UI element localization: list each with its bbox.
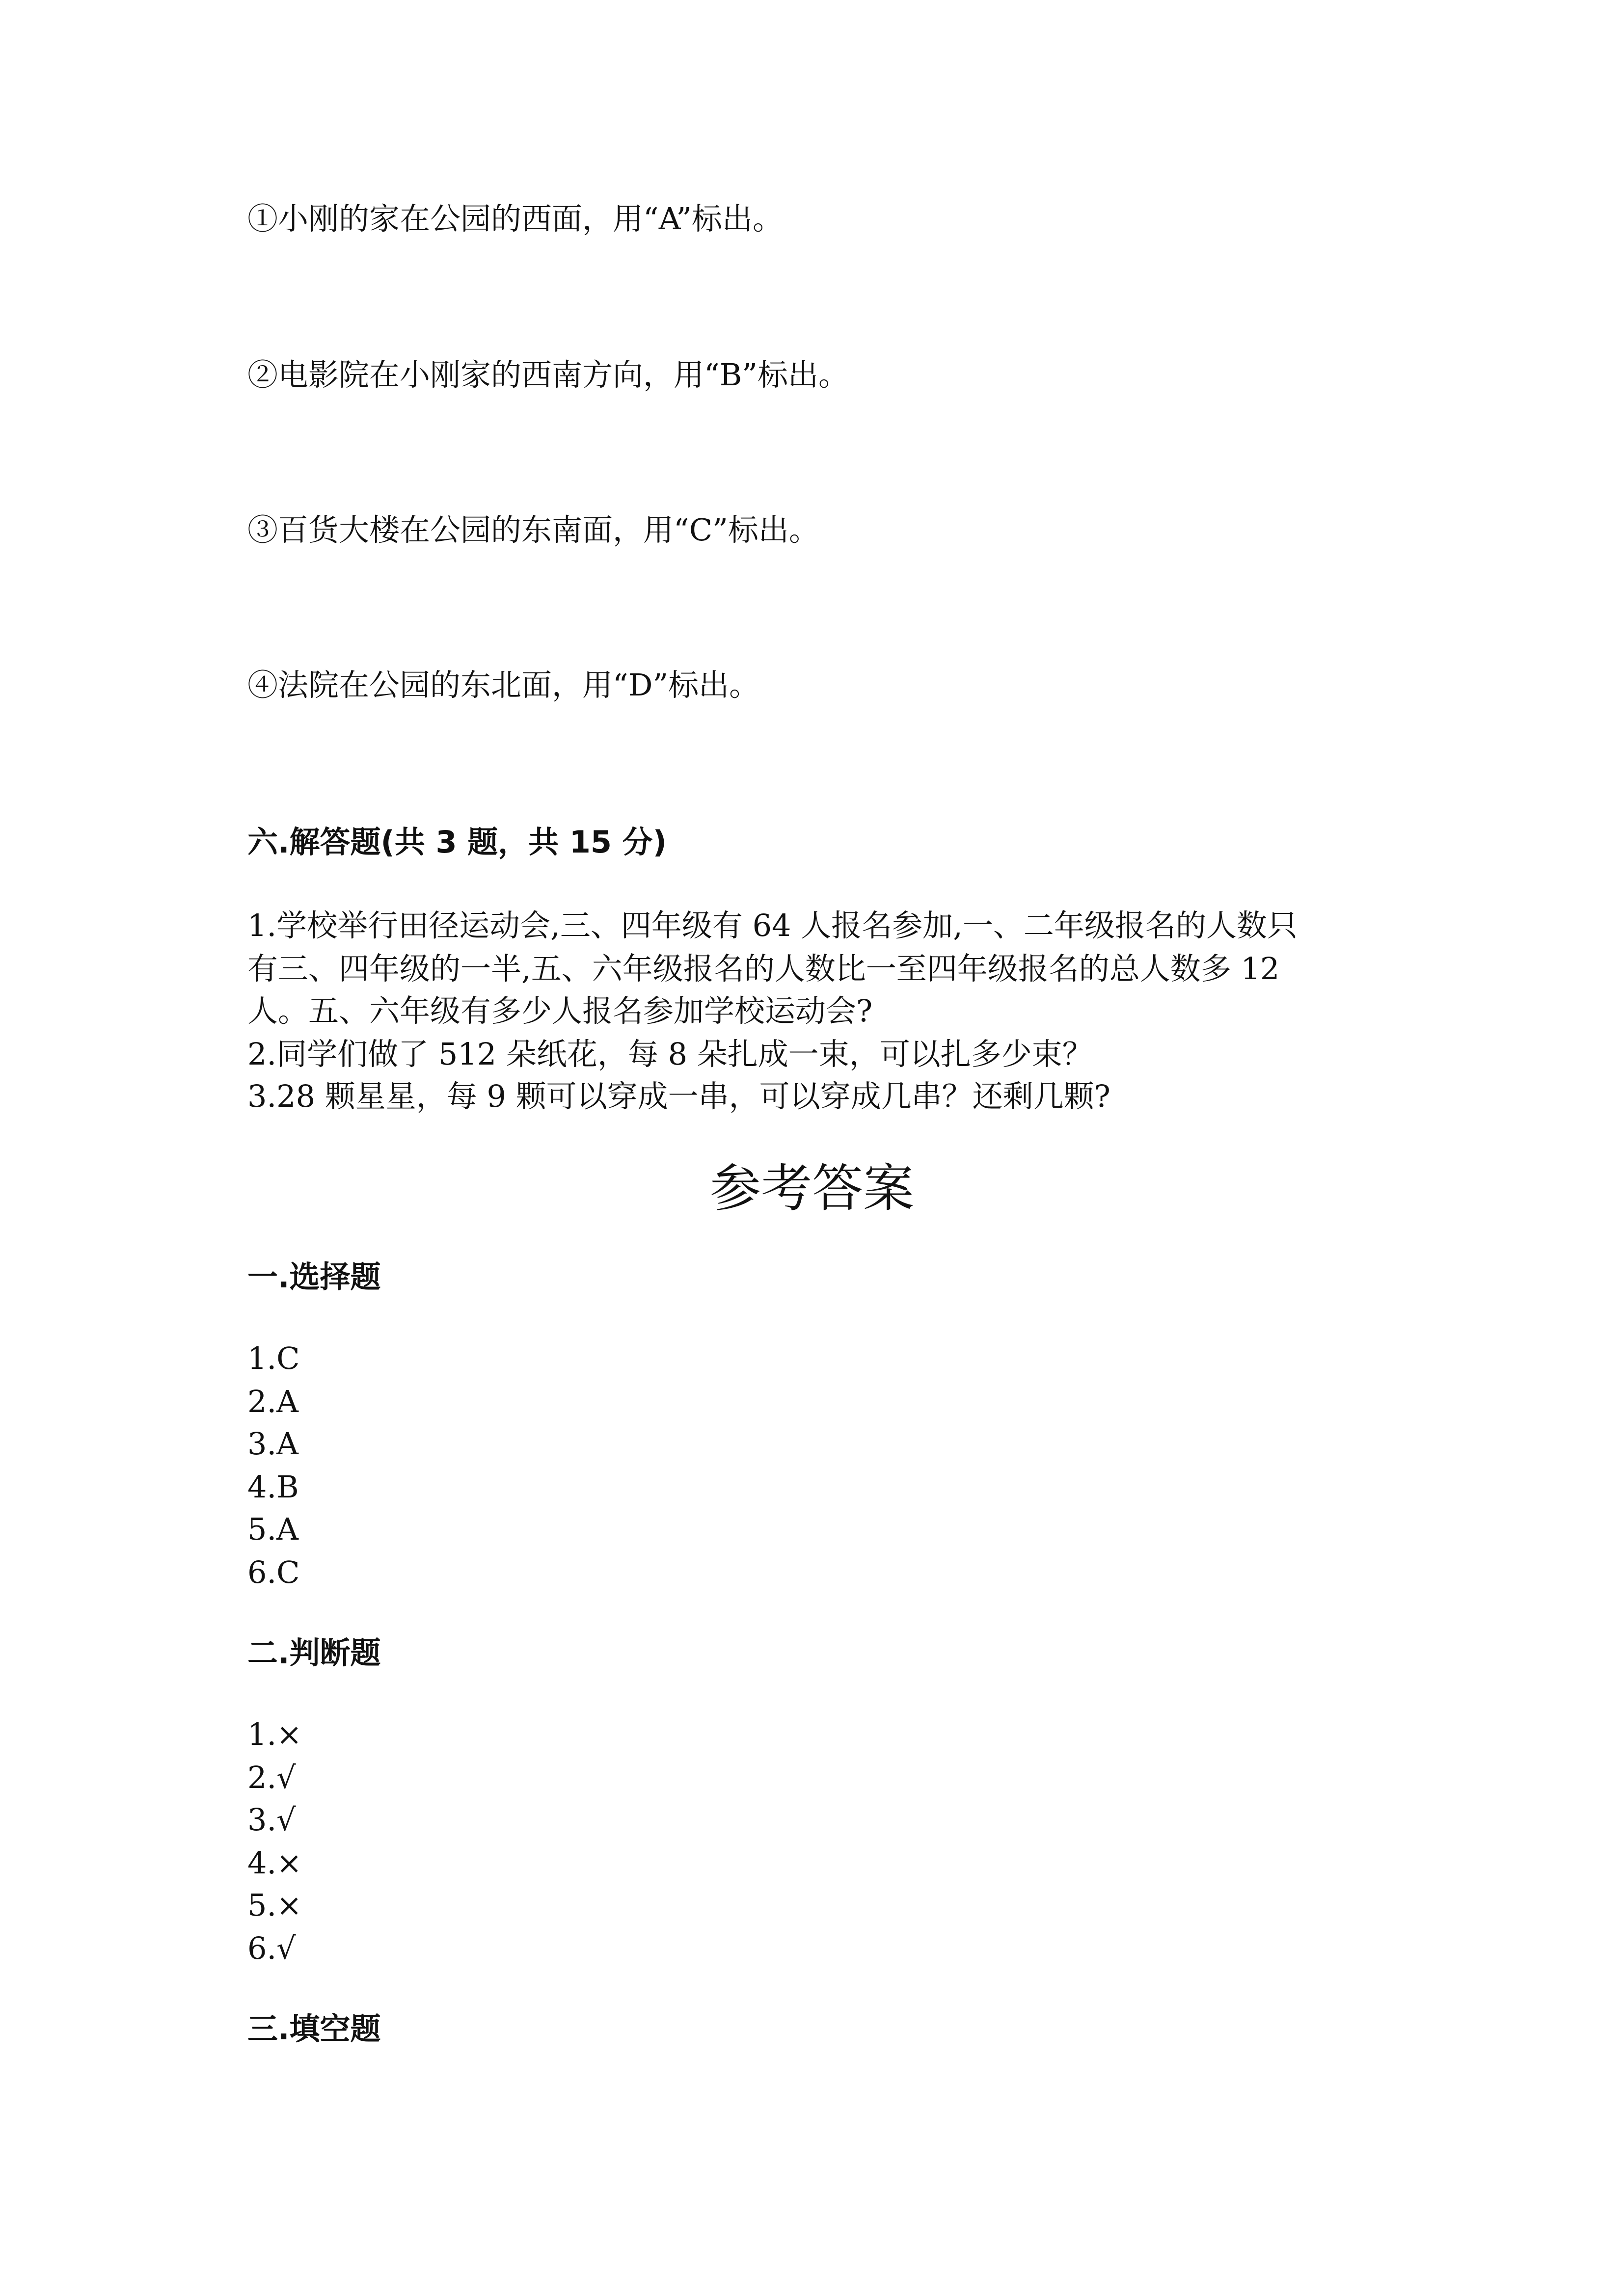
question-1-line-1: 1.学校举行田径运动会,三、四年级有 64 人报名参加,一、二年级报名的人数只 xyxy=(247,908,1298,943)
question-1-line-3: 人。五、六年级有多少人报名参加学校运动会? xyxy=(247,993,873,1029)
answers-section-1-heading: 一.选择题 xyxy=(247,1259,381,1295)
answer-2-4: 4.× xyxy=(247,1845,302,1881)
answer-2-2: 2.√ xyxy=(247,1760,296,1795)
answer-2-5: 5.× xyxy=(247,1887,302,1923)
instruction-1: ①小刚的家在公园的西面，用“A”标出。 xyxy=(247,201,784,237)
answers-section-3-heading: 三.填空题 xyxy=(247,2011,381,2047)
question-3: 3.28 颗星星，每 9 颗可以穿成一串，可以穿成几串？还剩几颗? xyxy=(247,1078,1110,1114)
answer-2-1: 1.× xyxy=(247,1716,302,1752)
answer-1-4: 4.B xyxy=(247,1469,299,1505)
answer-1-2: 2.A xyxy=(247,1384,298,1419)
question-1-line-2: 有三、四年级的一半,五、六年级报名的人数比一至四年级报名的总人数多 12 xyxy=(247,951,1280,987)
answer-2-6: 6.√ xyxy=(247,1930,296,1966)
section-6-heading: 六.解答题(共 3 题，共 15 分) xyxy=(247,824,667,860)
answer-2-3: 3.√ xyxy=(247,1802,296,1838)
answer-1-1: 1.C xyxy=(247,1340,300,1376)
instruction-3: ③百货大楼在公园的东南面，用“C”标出。 xyxy=(247,512,819,548)
answers-section-2-heading: 二.判断题 xyxy=(247,1635,381,1671)
answer-1-5: 5.A xyxy=(247,1511,298,1547)
question-2: 2.同学们做了 512 朵纸花，每 8 朵扎成一束，可以扎多少束？ xyxy=(247,1036,1093,1072)
answer-1-3: 3.A xyxy=(247,1426,298,1462)
instruction-4: ④法院在公园的东北面，用“D”标出。 xyxy=(247,667,760,703)
answers-title: 参考答案 xyxy=(709,1158,914,1218)
answer-1-6: 6.C xyxy=(247,1554,300,1590)
instruction-2: ②电影院在小刚家的西南方向，用“B”标出。 xyxy=(247,357,849,393)
